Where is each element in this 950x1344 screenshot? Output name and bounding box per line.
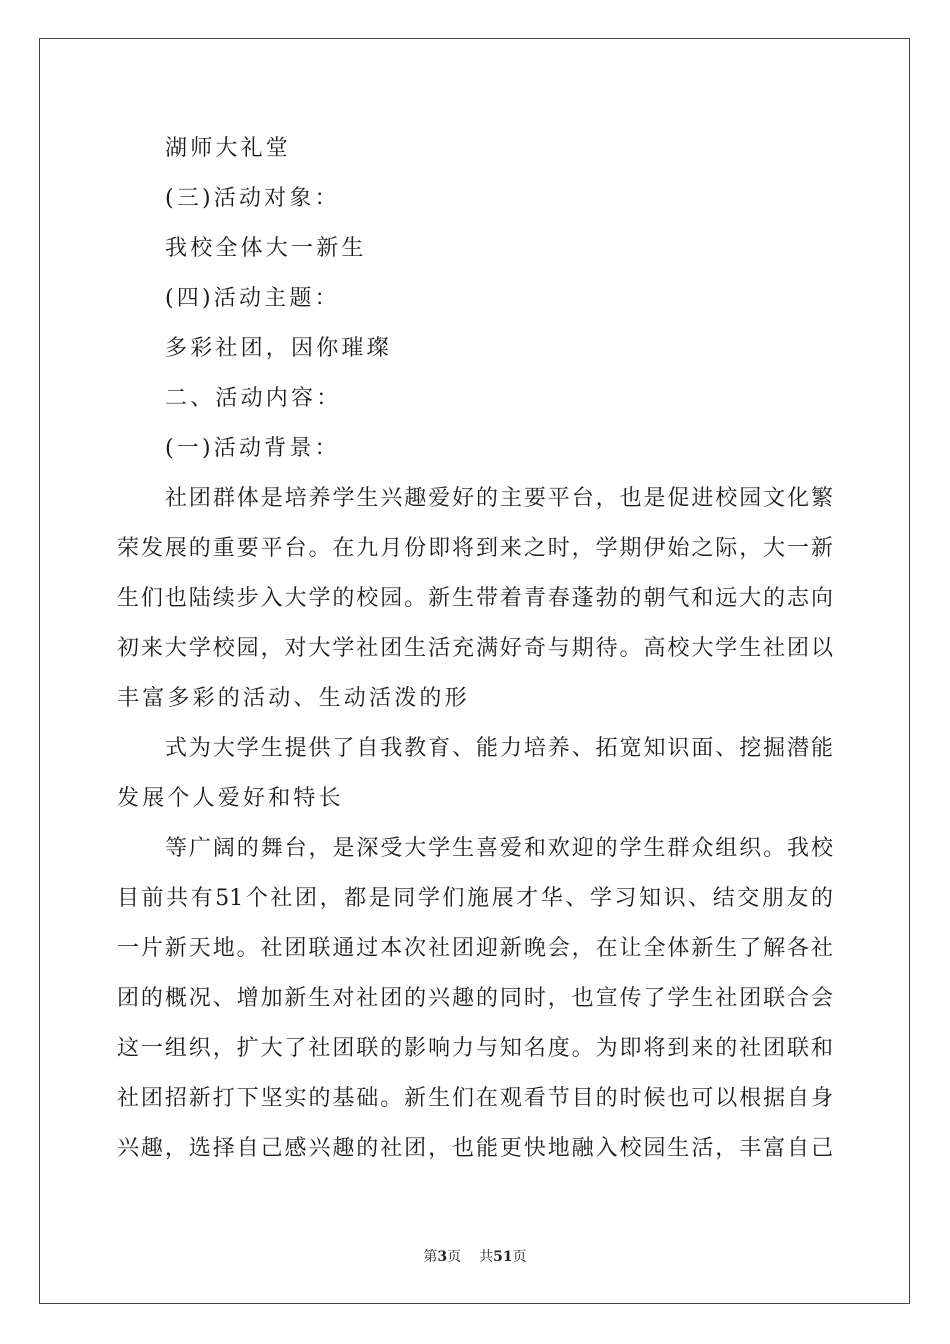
section-heading-background: (一)活动背景： xyxy=(165,436,340,461)
page-suffix: 页 xyxy=(447,1249,462,1265)
page-footer xyxy=(0,1246,950,1266)
page-prefix: 第 xyxy=(423,1249,438,1265)
paragraph-line-8: 社团群体是培养学生兴趣爱好的主要平台，也是促进校园文化繁 xyxy=(165,486,833,511)
paragraph-line-21: 兴趣，选择自己感兴趣的社团，也能更快地融入校园生活，丰富自己 xyxy=(117,1136,833,1161)
page-number: 3 xyxy=(437,1249,448,1265)
total-suffix: 页 xyxy=(512,1249,527,1265)
paragraph-line-17: 一片新天地。社团联通过本次社团迎新晚会，在让全体新生了解各社 xyxy=(117,936,833,961)
section-heading-theme: (四)活动主题： xyxy=(165,286,340,311)
paragraph-line-15: 等广阔的舞台，是深受大学生喜爱和欢迎的学生群众组织。我校 xyxy=(165,836,833,861)
document-body xyxy=(117,124,833,1174)
text-line-5: 多彩社团，因你璀璨 xyxy=(165,336,392,361)
paragraph-line-9: 荣发展的重要平台。在九月份即将到来之时，学期伊始之际，大一新 xyxy=(117,536,833,561)
paragraph-line-16: 目前共有51个社团，都是同学们施展才华、学习知识、结交朋友的 xyxy=(117,886,833,911)
text-line-3: 我校全体大一新生 xyxy=(165,236,367,261)
total-pages: 51 xyxy=(493,1249,513,1265)
paragraph-line-14: 发展个人爱好和特长 xyxy=(117,786,344,811)
section-heading-content: 二、活动内容： xyxy=(165,386,342,411)
paragraph-line-20: 社团招新打下坚实的基础。新生们在观看节目的时候也可以根据自身 xyxy=(117,1086,833,1111)
paragraph-line-18: 团的概况、增加新生对社团的兴趣的同时，也宣传了学生社团联合会 xyxy=(117,986,833,1011)
paragraph-line-19: 这一组织，扩大了社团联的影响力与知名度。为即将到来的社团联和 xyxy=(117,1036,833,1061)
section-heading-target: (三)活动对象： xyxy=(165,186,340,211)
paragraph-line-12: 丰富多彩的活动、生动活泼的形 xyxy=(117,686,470,711)
paragraph-line-10: 生们也陆续步入大学的校园。新生带着青春蓬勃的朝气和远大的志向 xyxy=(117,586,833,611)
paragraph-line-13: 式为大学生提供了自我教育、能力培养、拓宽知识面、挖掘潜能 xyxy=(165,736,833,761)
total-prefix: 共 xyxy=(479,1249,494,1265)
text-line-1: 湖师大礼堂 xyxy=(165,136,292,161)
paragraph-line-11: 初来大学校园，对大学社团生活充满好奇与期待。高校大学生社团以 xyxy=(117,636,833,661)
